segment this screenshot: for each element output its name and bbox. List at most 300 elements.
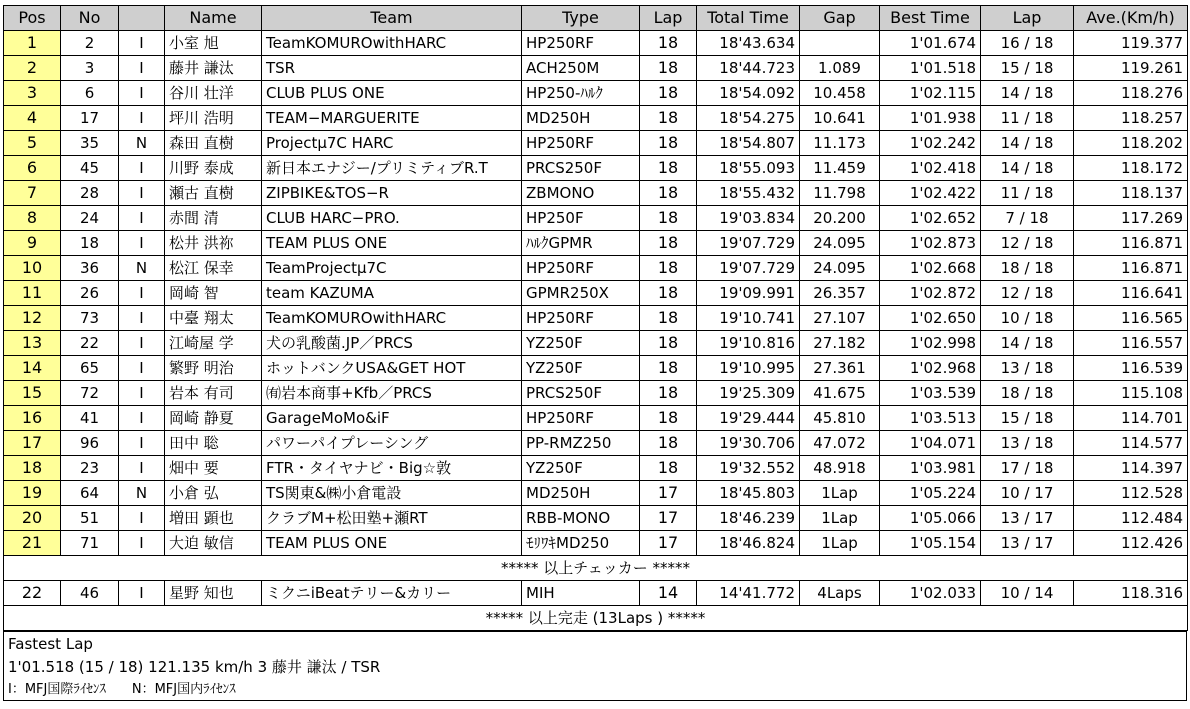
best-time-cell: 1'05.224	[880, 481, 981, 506]
best-time-cell: 1'02.668	[880, 256, 981, 281]
name-cell: 岡崎 智	[165, 281, 262, 306]
team-cell: TEAM−MARGUERITE	[262, 106, 522, 131]
average-speed-cell: 118.257	[1074, 106, 1188, 131]
type-cell: HP250RF	[522, 31, 640, 56]
table-header	[4, 6, 1188, 31]
total-time-cell: 19'07.729	[697, 256, 800, 281]
pos-cell: 13	[4, 331, 61, 356]
pos-cell: 16	[4, 406, 61, 431]
gap-cell: 4Laps	[800, 581, 880, 606]
no-cell: 96	[61, 431, 119, 456]
type-cell: YZ250F	[522, 356, 640, 381]
best-time-cell: 1'02.652	[880, 206, 981, 231]
name-cell: 松江 保幸	[165, 256, 262, 281]
col-type-header: Type	[522, 6, 640, 31]
name-cell: 増田 顕也	[165, 506, 262, 531]
license-cell: I	[119, 81, 165, 106]
fastest-lap-label: Fastest Lap	[3, 631, 1187, 655]
lap-cell: 17	[640, 506, 697, 531]
total-time-cell: 19'09.991	[697, 281, 800, 306]
table-row	[4, 281, 1188, 306]
license-cell: I	[119, 206, 165, 231]
total-time-cell: 18'54.275	[697, 106, 800, 131]
total-time-cell: 18'54.807	[697, 131, 800, 156]
license-cell: I	[119, 581, 165, 606]
team-cell: Projectμ7C HARC	[262, 131, 522, 156]
results-table	[3, 5, 1188, 631]
type-cell: HP250F	[522, 206, 640, 231]
best-time-cell: 1'02.422	[880, 181, 981, 206]
best-lap-cell: 14 / 18	[981, 156, 1074, 181]
type-cell: RBB-MONO	[522, 506, 640, 531]
license-cell: I	[119, 306, 165, 331]
name-cell: 谷川 壮洋	[165, 81, 262, 106]
type-cell: ﾊﾙｸGPMR	[522, 231, 640, 256]
pos-cell: 9	[4, 231, 61, 256]
pos-cell: 21	[4, 531, 61, 556]
name-cell: 星野 知也	[165, 581, 262, 606]
type-cell: ACH250M	[522, 56, 640, 81]
gap-cell: 11.459	[800, 156, 880, 181]
type-cell: MD250H	[522, 481, 640, 506]
average-speed-cell: 118.316	[1074, 581, 1188, 606]
table-row	[4, 256, 1188, 281]
license-legend: I：MFJ国際ﾗｲｾﾝｽ N：MFJ国内ﾗｲｾﾝｽ	[3, 679, 1187, 701]
total-time-cell: 19'32.552	[697, 456, 800, 481]
average-speed-cell: 119.377	[1074, 31, 1188, 56]
pos-cell: 20	[4, 506, 61, 531]
license-cell: I	[119, 106, 165, 131]
license-cell: I	[119, 406, 165, 431]
license-cell: I	[119, 381, 165, 406]
license-cell: I	[119, 31, 165, 56]
average-speed-cell: 114.577	[1074, 431, 1188, 456]
license-cell: I	[119, 181, 165, 206]
best-time-cell: 1'03.539	[880, 381, 981, 406]
gap-cell: 41.675	[800, 381, 880, 406]
team-cell: クラブM+松田塾+瀬RT	[262, 506, 522, 531]
best-lap-cell: 11 / 18	[981, 181, 1074, 206]
average-speed-cell: 118.172	[1074, 156, 1188, 181]
best-lap-cell: 18 / 18	[981, 256, 1074, 281]
best-time-cell: 1'02.998	[880, 331, 981, 356]
best-lap-cell: 13 / 17	[981, 531, 1074, 556]
gap-cell: 26.357	[800, 281, 880, 306]
gap-cell: 1.089	[800, 56, 880, 81]
no-cell: 73	[61, 306, 119, 331]
best-lap-cell: 16 / 18	[981, 31, 1074, 56]
total-time-cell: 18'54.092	[697, 81, 800, 106]
best-lap-cell: 10 / 14	[981, 581, 1074, 606]
lap-cell: 14	[640, 581, 697, 606]
average-speed-cell: 118.137	[1074, 181, 1188, 206]
gap-cell: 1Lap	[800, 481, 880, 506]
table-row	[4, 431, 1188, 456]
best-lap-cell: 7 / 18	[981, 206, 1074, 231]
table-row	[4, 531, 1188, 556]
team-cell: TeamKOMUROwithHARC	[262, 31, 522, 56]
no-cell: 72	[61, 381, 119, 406]
lap-cell: 18	[640, 31, 697, 56]
type-cell: HP250RF	[522, 406, 640, 431]
license-cell: I	[119, 231, 165, 256]
table-row	[4, 231, 1188, 256]
name-cell: 岡崎 静夏	[165, 406, 262, 431]
col-average-speed-header: Ave.(Km/h)	[1074, 6, 1188, 31]
best-lap-cell: 14 / 18	[981, 81, 1074, 106]
gap-cell: 11.798	[800, 181, 880, 206]
no-cell: 3	[61, 56, 119, 81]
license-cell: N	[119, 481, 165, 506]
team-cell: TS関東&㈱小倉電設	[262, 481, 522, 506]
best-lap-cell: 13 / 18	[981, 431, 1074, 456]
license-cell: N	[119, 131, 165, 156]
best-time-cell: 1'01.518	[880, 56, 981, 81]
average-speed-cell: 112.484	[1074, 506, 1188, 531]
gap-cell: 45.810	[800, 406, 880, 431]
gap-cell: 47.072	[800, 431, 880, 456]
total-time-cell: 18'46.239	[697, 506, 800, 531]
lap-cell: 18	[640, 56, 697, 81]
type-cell: YZ250F	[522, 456, 640, 481]
lap-cell: 18	[640, 431, 697, 456]
average-speed-cell: 114.397	[1074, 456, 1188, 481]
type-cell: ﾓﾘﾜｷMD250	[522, 531, 640, 556]
team-cell: CLUB PLUS ONE	[262, 81, 522, 106]
pos-cell: 3	[4, 81, 61, 106]
team-cell: CLUB HARC−PRO.	[262, 206, 522, 231]
total-time-cell: 19'10.995	[697, 356, 800, 381]
lap-cell: 18	[640, 106, 697, 131]
best-lap-cell: 15 / 18	[981, 406, 1074, 431]
no-cell: 64	[61, 481, 119, 506]
license-cell: I	[119, 431, 165, 456]
gap-cell: 11.173	[800, 131, 880, 156]
best-lap-cell: 17 / 18	[981, 456, 1074, 481]
lap-cell: 18	[640, 81, 697, 106]
no-cell: 71	[61, 531, 119, 556]
type-cell: ZBMONO	[522, 181, 640, 206]
average-speed-cell: 112.528	[1074, 481, 1188, 506]
best-time-cell: 1'02.115	[880, 81, 981, 106]
checker-note-row	[4, 556, 1188, 581]
average-speed-cell: 119.261	[1074, 56, 1188, 81]
no-cell: 6	[61, 81, 119, 106]
team-cell: TSR	[262, 56, 522, 81]
gap-cell: 10.458	[800, 81, 880, 106]
total-time-cell: 19'10.816	[697, 331, 800, 356]
col-name-header: Name	[165, 6, 262, 31]
license-cell: I	[119, 156, 165, 181]
table-row	[4, 306, 1188, 331]
results-body	[4, 31, 1188, 556]
pos-cell: 8	[4, 206, 61, 231]
table-row	[4, 106, 1188, 131]
average-speed-cell: 116.565	[1074, 306, 1188, 331]
average-speed-cell: 116.539	[1074, 356, 1188, 381]
pos-cell: 1	[4, 31, 61, 56]
best-lap-cell: 15 / 18	[981, 56, 1074, 81]
best-time-cell: 1'02.650	[880, 306, 981, 331]
gap-cell: 48.918	[800, 456, 880, 481]
name-cell: 畑中 要	[165, 456, 262, 481]
table-row	[4, 456, 1188, 481]
lap-cell: 18	[640, 281, 697, 306]
total-time-cell: 18'55.432	[697, 181, 800, 206]
lap-cell: 18	[640, 456, 697, 481]
col-best-time-header: Best Time	[880, 6, 981, 31]
total-time-cell: 14'41.772	[697, 581, 800, 606]
name-cell: 江崎屋 学	[165, 331, 262, 356]
lap-cell: 18	[640, 256, 697, 281]
pos-cell: 4	[4, 106, 61, 131]
no-cell: 41	[61, 406, 119, 431]
average-speed-cell: 117.269	[1074, 206, 1188, 231]
type-cell: MD250H	[522, 106, 640, 131]
gap-cell: 27.182	[800, 331, 880, 356]
pos-cell: 19	[4, 481, 61, 506]
col-no-header: No	[61, 6, 119, 31]
no-cell: 51	[61, 506, 119, 531]
lap-cell: 18	[640, 406, 697, 431]
name-cell: 森田 直樹	[165, 131, 262, 156]
team-cell: パワーパイプレーシング	[262, 431, 522, 456]
pos-cell: 2	[4, 56, 61, 81]
average-speed-cell: 116.871	[1074, 231, 1188, 256]
pos-cell: 11	[4, 281, 61, 306]
pos-cell: 17	[4, 431, 61, 456]
name-cell: 繁野 明治	[165, 356, 262, 381]
average-speed-cell: 116.641	[1074, 281, 1188, 306]
no-cell: 22	[61, 331, 119, 356]
name-cell: 松井 洪祢	[165, 231, 262, 256]
name-cell: 赤間 清	[165, 206, 262, 231]
total-time-cell: 18'55.093	[697, 156, 800, 181]
best-lap-cell: 14 / 18	[981, 131, 1074, 156]
name-cell: 岩本 有司	[165, 381, 262, 406]
best-time-cell: 1'04.071	[880, 431, 981, 456]
lap-cell: 17	[640, 531, 697, 556]
table-row	[4, 81, 1188, 106]
best-time-cell: 1'05.154	[880, 531, 981, 556]
total-time-cell: 19'29.444	[697, 406, 800, 431]
col-license-header	[119, 6, 165, 31]
results-sheet	[3, 5, 1187, 701]
best-lap-cell: 13 / 17	[981, 506, 1074, 531]
gap-cell: 10.641	[800, 106, 880, 131]
finish-note: ***** 以上完走 (13Laps ) *****	[4, 606, 1188, 631]
name-cell: 藤井 謙汰	[165, 56, 262, 81]
no-cell: 46	[61, 581, 119, 606]
table-row	[4, 181, 1188, 206]
total-time-cell: 19'03.834	[697, 206, 800, 231]
name-cell: 小室 旭	[165, 31, 262, 56]
no-cell: 65	[61, 356, 119, 381]
fastest-lap-detail: 1'01.518 (15 / 18) 121.135 km/h 3 藤井 謙汰 / TSR	[3, 655, 1187, 679]
lap-cell: 18	[640, 356, 697, 381]
lap-cell: 18	[640, 131, 697, 156]
lap-cell: 18	[640, 231, 697, 256]
best-time-cell: 1'03.513	[880, 406, 981, 431]
best-lap-cell: 10 / 18	[981, 306, 1074, 331]
type-cell: YZ250F	[522, 331, 640, 356]
total-time-cell: 19'07.729	[697, 231, 800, 256]
best-time-cell: 1'02.242	[880, 131, 981, 156]
table-row	[4, 356, 1188, 381]
col-team-header: Team	[262, 6, 522, 31]
header-row	[4, 6, 1188, 31]
average-speed-cell: 112.426	[1074, 531, 1188, 556]
best-lap-cell: 13 / 18	[981, 356, 1074, 381]
table-row	[4, 506, 1188, 531]
average-speed-cell: 115.108	[1074, 381, 1188, 406]
name-cell: 小倉 弘	[165, 481, 262, 506]
gap-cell: 1Lap	[800, 506, 880, 531]
pos-cell: 12	[4, 306, 61, 331]
pos-cell: 15	[4, 381, 61, 406]
average-speed-cell: 116.557	[1074, 331, 1188, 356]
total-time-cell: 18'44.723	[697, 56, 800, 81]
team-cell: team KAZUMA	[262, 281, 522, 306]
no-cell: 24	[61, 206, 119, 231]
finish-note-row	[4, 606, 1188, 631]
type-cell: MIH	[522, 581, 640, 606]
col-gap-header: Gap	[800, 6, 880, 31]
team-cell: TEAM PLUS ONE	[262, 231, 522, 256]
pos-cell: 6	[4, 156, 61, 181]
average-speed-cell: 118.276	[1074, 81, 1188, 106]
license-cell: N	[119, 256, 165, 281]
col-best-lap-header: Lap	[981, 6, 1074, 31]
pos-cell: 5	[4, 131, 61, 156]
no-cell: 45	[61, 156, 119, 181]
name-cell: 瀬古 直樹	[165, 181, 262, 206]
col-pos-header: Pos	[4, 6, 61, 31]
team-cell: TeamKOMUROwithHARC	[262, 306, 522, 331]
best-time-cell: 1'03.981	[880, 456, 981, 481]
table-row	[4, 31, 1188, 56]
gap-cell: 20.200	[800, 206, 880, 231]
no-cell: 17	[61, 106, 119, 131]
total-time-cell: 19'30.706	[697, 431, 800, 456]
table-row	[4, 481, 1188, 506]
no-cell: 35	[61, 131, 119, 156]
total-time-cell: 18'46.824	[697, 531, 800, 556]
total-time-cell: 18'45.803	[697, 481, 800, 506]
best-time-cell: 1'01.938	[880, 106, 981, 131]
lap-cell: 17	[640, 481, 697, 506]
gap-cell: 1Lap	[800, 531, 880, 556]
no-cell: 18	[61, 231, 119, 256]
name-cell: 田中 聡	[165, 431, 262, 456]
team-cell: TEAM PLUS ONE	[262, 531, 522, 556]
table-row	[4, 206, 1188, 231]
total-time-cell: 19'10.741	[697, 306, 800, 331]
table-row	[4, 331, 1188, 356]
license-cell: I	[119, 531, 165, 556]
type-cell: PRCS250F	[522, 156, 640, 181]
best-time-cell: 1'02.418	[880, 156, 981, 181]
pos-cell: 22	[4, 581, 61, 606]
license-cell: I	[119, 506, 165, 531]
best-time-cell: 1'02.033	[880, 581, 981, 606]
lap-cell: 18	[640, 206, 697, 231]
best-lap-cell: 14 / 18	[981, 331, 1074, 356]
best-time-cell: 1'02.873	[880, 231, 981, 256]
table-row	[4, 156, 1188, 181]
team-cell: TeamProjectμ7C	[262, 256, 522, 281]
no-cell: 2	[61, 31, 119, 56]
best-time-cell: 1'02.872	[880, 281, 981, 306]
license-cell: I	[119, 281, 165, 306]
col-total-time-header: Total Time	[697, 6, 800, 31]
team-cell: FTR・タイヤナビ・Big☆敦	[262, 456, 522, 481]
gap-cell: 24.095	[800, 256, 880, 281]
best-lap-cell: 12 / 18	[981, 231, 1074, 256]
gap-cell	[800, 31, 880, 56]
no-cell: 28	[61, 181, 119, 206]
name-cell: 川野 泰成	[165, 156, 262, 181]
best-time-cell: 1'05.066	[880, 506, 981, 531]
gap-cell: 27.107	[800, 306, 880, 331]
lap-cell: 18	[640, 156, 697, 181]
lap-cell: 18	[640, 331, 697, 356]
average-speed-cell: 118.202	[1074, 131, 1188, 156]
average-speed-cell: 114.701	[1074, 406, 1188, 431]
pos-cell: 14	[4, 356, 61, 381]
lap-cell: 18	[640, 381, 697, 406]
team-cell: 新日本エナジー/プリミティブR.T	[262, 156, 522, 181]
pos-cell: 18	[4, 456, 61, 481]
type-cell: HP250RF	[522, 306, 640, 331]
checker-note: ***** 以上チェッカー *****	[4, 556, 1188, 581]
table-row	[4, 381, 1188, 406]
type-cell: PP-RMZ250	[522, 431, 640, 456]
pos-cell: 10	[4, 256, 61, 281]
type-cell: HP250RF	[522, 131, 640, 156]
type-cell: GPMR250X	[522, 281, 640, 306]
team-cell: ホットバンクUSA&GET HOT	[262, 356, 522, 381]
name-cell: 大迫 敏信	[165, 531, 262, 556]
team-cell: ZIPBIKE&TOS−R	[262, 181, 522, 206]
pos-cell: 7	[4, 181, 61, 206]
table-row	[4, 56, 1188, 81]
license-cell: I	[119, 356, 165, 381]
type-cell: HP250-ﾊﾙｸ	[522, 81, 640, 106]
best-lap-cell: 18 / 18	[981, 381, 1074, 406]
team-cell: ㈲岩本商事+Kfb／PRCS	[262, 381, 522, 406]
table-row	[4, 131, 1188, 156]
average-speed-cell: 116.871	[1074, 256, 1188, 281]
lap-cell: 18	[640, 181, 697, 206]
license-cell: I	[119, 331, 165, 356]
license-cell: I	[119, 456, 165, 481]
total-time-cell: 18'43.634	[697, 31, 800, 56]
name-cell: 中臺 翔太	[165, 306, 262, 331]
best-lap-cell: 11 / 18	[981, 106, 1074, 131]
team-cell: 犬の乳酸菌.JP／PRCS	[262, 331, 522, 356]
license-cell: I	[119, 56, 165, 81]
table-row	[4, 406, 1188, 431]
no-cell: 26	[61, 281, 119, 306]
best-lap-cell: 10 / 17	[981, 481, 1074, 506]
best-time-cell: 1'02.968	[880, 356, 981, 381]
table-row	[4, 581, 1188, 606]
type-cell: HP250RF	[522, 256, 640, 281]
team-cell: ミクニiBeatテリー&カリー	[262, 581, 522, 606]
type-cell: PRCS250F	[522, 381, 640, 406]
total-time-cell: 19'25.309	[697, 381, 800, 406]
